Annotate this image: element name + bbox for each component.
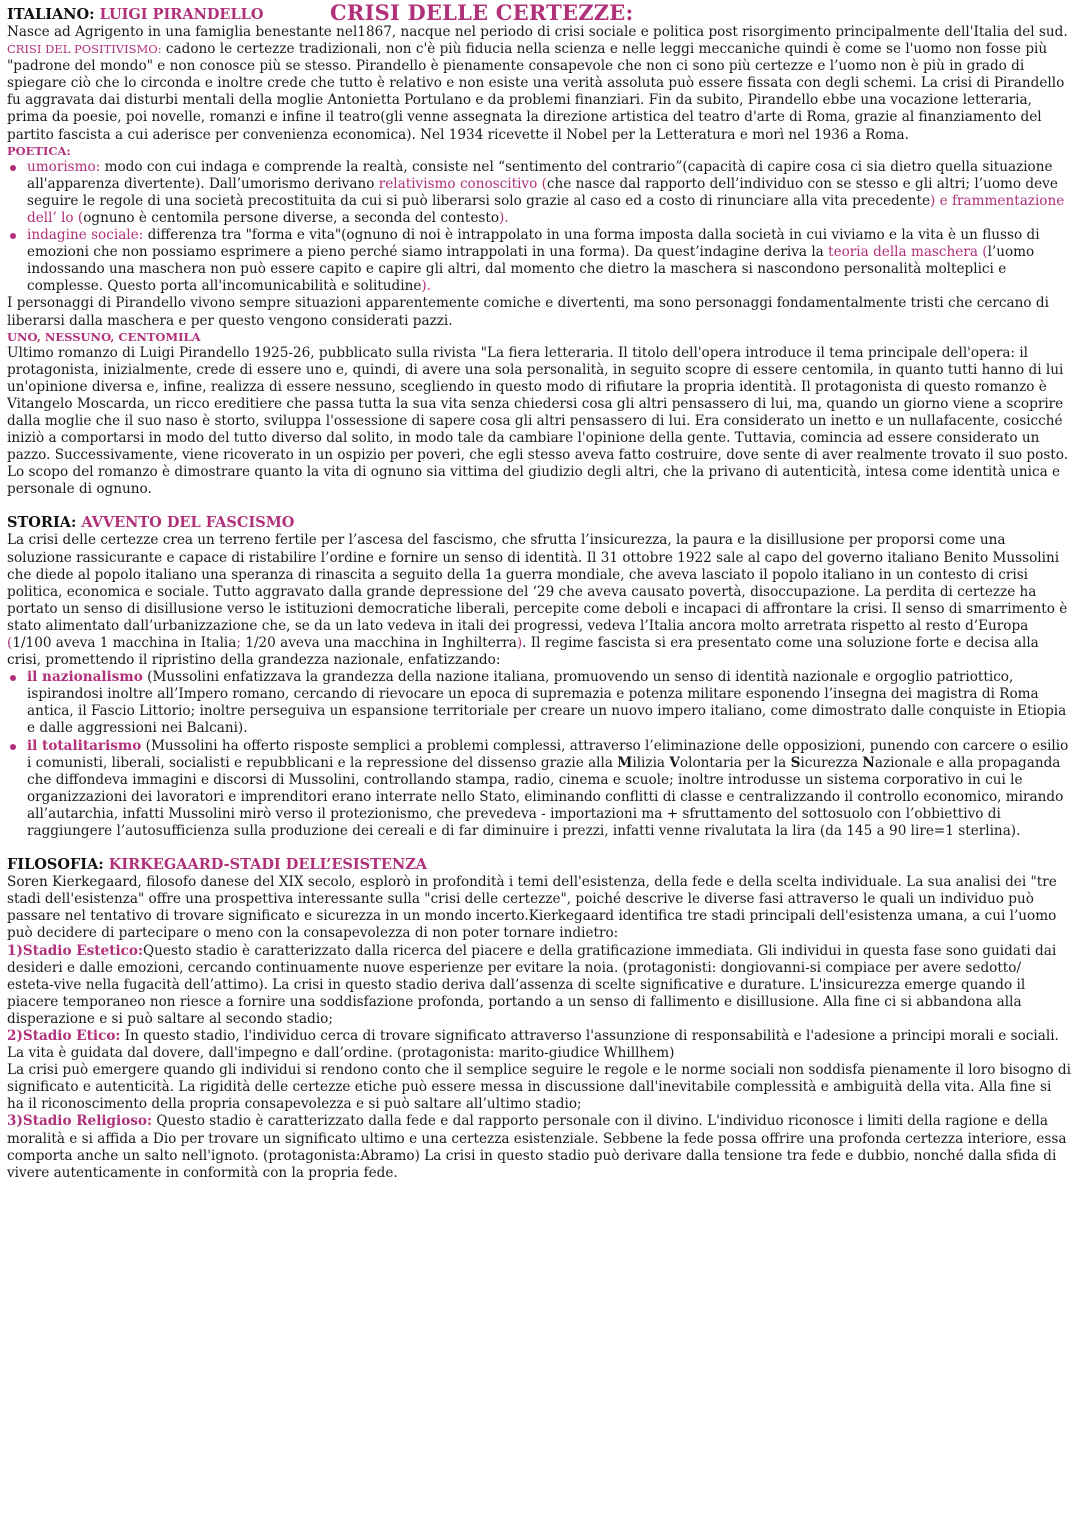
heading-uno-nessuno-centomila: UNO, NESSUNO, CENTOMILA [7,329,201,344]
poetica-list [7,159,1071,296]
list-item-indagine-sociale: indagine sociale: differenza tra "forma e vita"(ognuno di noi è intrappolato in una forma imposta dalla società in cui viviamo e la vita è un flusso di emozioni che non possiamo esprimere a pieno perché siamo intrappolati in una forma). Da quest’indagine deriva la teoria della maschera (l’uomo indossando una maschera non può essere capito e capire gli altri, dal momento che dietro la maschera si nascondono personalità molteplici e complesse. Questo porta all'incomunicabilità e solitudine). [7,227,1071,295]
document-body [7,6,1071,1182]
paragraph-stadio-etico-crisi: La crisi può emergere quando gli individui si rendono conto che il semplice seguire le regole e le norme sociali non soddisfa pienamente il loro bisogno di significato e autenticità. La rigidità delle certezze etiche può essere messa in discussione dall'inevitabile complessità e ambiguità della vita. Alla fine si ha il riconoscimento della propria consapevolezza e si può saltare all’ultimo stadio; [7,1062,1071,1113]
paragraph-stadio-religioso: 3)Stadio Religioso: Questo stadio è caratterizzato dalla fede e dal rapporto personale con il divino. L'individuo riconosce i limiti della ragione e della moralità e si affida a Dio per trovare un significato ultimo e una certezza esistenziale. Sebbene la fede possa offrire una profonda certezza interiore, essa comporta anche un salto nell'ignoto. (protagonista:Abramo) La crisi in questo stadio può derivare dalla tensione tra fede e dubbio, nonché dalla sfida di vivere autenticamente in conformità con la propria fede. [7,1113,1067,1181]
list-item-umorismo: umorismo: modo con cui indaga e comprende la realtà, consiste nel “sentimento del contrario”(capacità di capire cosa ci sia dietro quella situazione all'apparenza divertente). Dall’umorismo derivano relativismo conoscitivo (che nasce dal rapporto dell’individuo con se stesso e gli altri; l’uomo deve seguire le regole di una società precostituita da cui si può liberarsi solo grazie al caso ed a costo di rinunciare alla vita precedente) e frammentazione dell’ lo (ognuno è centomila persone diverse, a seconda del contesto). [7,159,1071,227]
label-crisi-positivismo: CRISI DEL POSITIVISMO: [7,42,162,57]
paragraph-pirandello-intro: Nasce ad Agrigento in una famiglia benestante nel1867, nacque nel periodo di crisi sociale e politica post risorgimento principalmente dell'Italia del sud. [7,24,1068,40]
paragraph-kierkegaard-intro: Soren Kierkegaard, filosofo danese del XIX secolo, esplorò in profondità i temi dell'esistenza, della fede e della scelta individuale. La sua analisi dei "tre stadi dell'esistenza" offre una prospettiva interessante sulla "crisi delle certezze", poiché descrive le diverse fasi attraverso le quali un individuo può passare nel tentativo di trovare significato e sicurezza in un mondo incerto.Kierkegaard identifica tre stadi principali dell'esistenza umana, a cui l’uomo può decidere di partecipare o meno con la consapevolezza di non poter tornare indietro: [7,874,1057,942]
section-heading-filosofia: FILOSOFIA: KIRKEGAARD-STADI DELL’ESISTENZA [7,856,428,874]
fascismo-list [7,669,1071,840]
list-item-nazionalismo: il nazionalismo (Mussolini enfatizzava la grandezza della nazione italiana, promuovendo un senso di identità nazionale e orgoglio patriottico, ispirandosi inoltre all’Impero romano, cercando di rievocare un epoca di supremazia e potenza militare esponendo l’insegna dei magistra di Roma antica, il Fascio Littorio; inoltre perseguiva un espansione territoriale per creare un nuovo impero italiano, come dimostrato dalle conquiste in Etiopia e dalle aggressioni nei Balcani). [7,669,1071,737]
paragraph-crisi-positivismo: CRISI DEL POSITIVISMO: cadono le certezze tradizionali, non c'è più fiducia nella scienza e nelle leggi meccaniche quindi è come se l'uomo non fosse più "padrone del mondo" e non conosce più se stesso. Pirandello è pienamente consapevole che non ci sono più certezze e l’uomo non è più in grado di spiegare ciò che lo circonda e inoltre crede che tutto è relativo e non esiste una verità assoluta può essere fissata con degli schemi. La crisi di Pirandello fu aggravata dai disturbi mentali della moglie Antonietta Portulano e da problemi finanziari. Fin da subito, Pirandello ebbe una vocazione letteraria, prima da poesie, poi novelle, romanzi e infine il teatro(gli venne assegnata la direzione artistica del teatro d'arte di Roma, grazie al finanziamento del partito fascista a cui aderisce per convenienza economica). Nel 1934 ricevette il Nobel per la Letteratura e morì nel 1936 a Roma. [7,41,1065,143]
paragraph-fascismo: La crisi delle certezze crea un terreno fertile per l’ascesa del fascismo, che sfrutta l’insicurezza, la paura e la disillusione per proporsi come una soluzione rassicurante e capace di ristabilire l’ordine e fornire un senso di identità. Il 31 ottobre 1922 sale al capo del governo italiano Benito Mussolini che diede al popolo italiano una speranza di rinascita a seguito della 1a guerra mondiale, che aveva lasciato il popolo italiano in un contesto di crisi politica, economica e sociale. Tutto aggravato dalla grande depressione del ‘29 che aveva causato povertà, disoccupazione. La perdita di certezze ha portato un senso di disillusione verso le istituzioni democratiche liberali, percepite come deboli e incapaci di affrontare la crisi. Il senso di smarrimento è stato alimentato dall’urbanizzazione che, se da un lato vedeva in itali dei progressi, vedeva l’Italia ancora molto arretrata rispetto al resto d’Europa (1/100 aveva 1 macchina in Italia; 1/20 aveva una macchina in Inghilterra). Il regime fascista si era presentato come una soluzione forte e decisa alla crisi, promettendo il ripristino della grandezza nazionale, enfatizzando: [7,532,1068,669]
paragraph-stadio-etico: 2)Stadio Etico: In questo stadio, l'individuo cerca di trovare significato attraverso l'assunzione di responsabilità e l'adesione a principi morali e sociali. La vita è guidata dal dovere, dall'impegno e dall’ordine. (protagonista: marito-giudice Whillhem) [7,1027,1059,1062]
label-poetica: POETICA: [7,143,71,158]
paragraph-personaggi: I personaggi di Pirandello vivono sempre situazioni apparentemente comiche e divertenti, ma sono personaggi fondamentalmente tristi che cercano di liberarsi dalla maschera e per questo vengono considerati pazzi. [7,295,1049,329]
paragraph-stadio-estetico: 1)Stadio Estetico:Questo stadio è caratterizzato dalla ricerca del piacere e della gratificazione immediata. Gli individui in questa fase sono guidati dai desideri e dalle emozioni, cercando continuamente nuove esperienze per evitare la noia. (protagonisti: dongiovanni-si compiace per avere sedotto/ esteta-vive nella fugacità dell’attimo). La crisi in questo stadio deriva dall’assenza di scelte significative e durature. L'insicurezza emerge quando il piacere temporaneo non riesce a fornire una soddisfazione profonda, portando a un senso di fallimento e disillusione. Alla fine ci si abbandona alla disperazione e si può saltare al secondo stadio; [7,942,1057,1027]
paragraph-uno-nessuno-centomila: Ultimo romanzo di Luigi Pirandello 1925-26, pubblicato sulla rivista "La fiera letteraria. Il titolo dell'opera introduce il tema principale dell'opera: il protagonista, inizialmente, crede di essere uno e, quindi, di avere una sola personalità, in seguito scopre di essere centomila, in quanto tutti hanno di lui un'opinione diversa e, infine, realizza di essere nessuno, scegliendo in questo modo di rifiutare la propria identità. Il protagonista di questo romanzo è Vitangelo Moscarda, un ricco ereditiere che passa tutta la sua vita senza chiedersi cosa gli altri pensassero di lui, ma, quando un giorno viene a scoprire dalla moglie che il suo naso è storto, sviluppa l'ossessione di sapere cosa gli altri pensassero di lui. Era considerato un inetto e un nullafacente, cosicché iniziò a comportarsi in modo del tutto diverso dal solito, in modo tale da cambiare l'opinione della gente. Tuttavia, comincia ad essere considerato un pazzo. Successivamente, viene ricoverato in un ospizio per poveri, che egli stesso aveva fatto costruire, dove sente di aver realmente trovato il suo posto. Lo scopo del romanzo è dimostrare quanto la vita di ognuno sia vittima del giudizio degli altri, che la privano di autenticità, intesa come identità unica e personale di ognuno. [7,344,1069,498]
list-item-totalitarismo: il totalitarismo (Mussolini ha offerto risposte semplici a problemi complessi, attraverso l’eliminazione delle opposizioni, punendo con carcere o esilio i comunisti, liberali, socialisti e repubblicani e la repressione del dissenso grazie alla Milizia Volontaria per la Sicurezza Nazionale e alla propaganda che diffondeva immagini e discorsi di Mussolini, controllando stampa, radio, cinema e scuole; inoltre introdusse un sistema corporativo in cui le organizzazioni dei lavoratori e imprenditori erano interrate nello Stato, eliminando conflitti di classe e centralizzando il controllo economico, mirando all’autarchia, infatti Mussolini mirò verso il protezionismo, che prevedeva - importazioni ma + sfruttamento del sottosuolo con l’obbiettivo di raggiungere l’autosufficienza sulla produzione dei cereali e di far diminuire i prezzi, infatti venne rivalutata la lira (da 145 a 90 lire=1 sterlina). [7,738,1071,841]
document-title: CRISI DELLE CERTEZZE: [330,0,634,25]
section-heading-storia: STORIA: AVVENTO DEL FASCISMO [7,514,295,532]
section-heading-italiano: ITALIANO: LUIGI PIRANDELLO [7,6,264,23]
